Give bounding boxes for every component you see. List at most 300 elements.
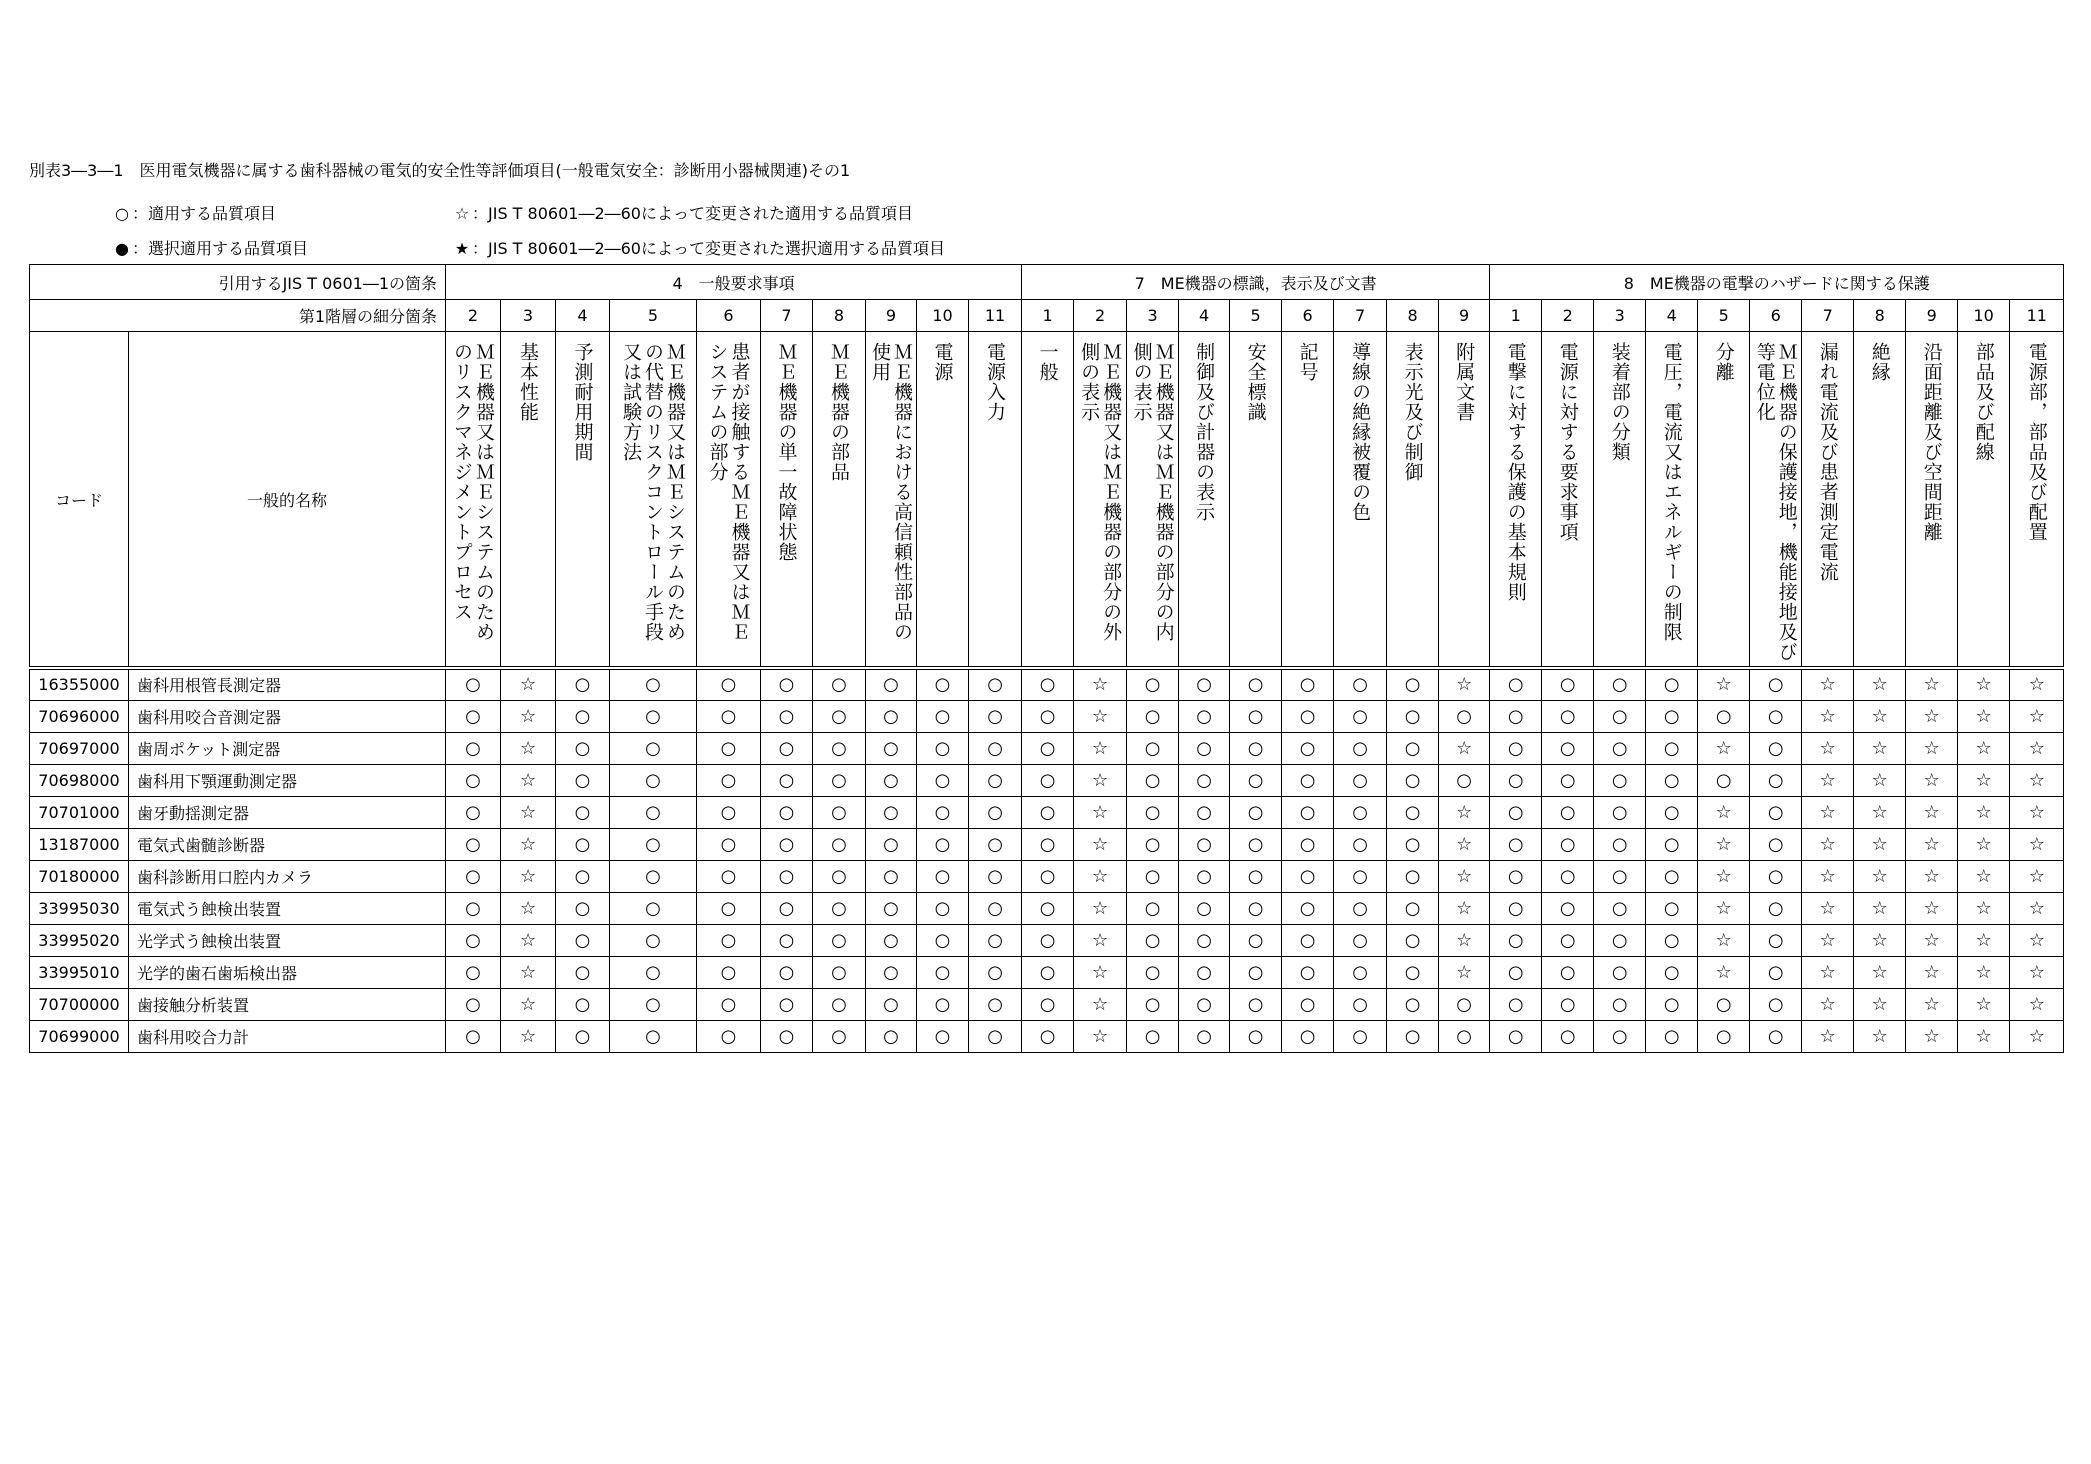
circle-icon: ○ — [610, 988, 697, 1020]
circle-icon: ○ — [1750, 796, 1802, 828]
circle-icon: ○ — [1387, 988, 1439, 1020]
circle-icon: ○ — [446, 860, 501, 892]
table-row — [30, 892, 2064, 924]
subclause-number: 2 — [1542, 300, 1594, 332]
subclause-title-cell — [1542, 332, 1594, 669]
star-outline-icon: ☆ — [1906, 732, 1958, 764]
circle-icon: ○ — [1282, 764, 1334, 796]
circle-icon: ○ — [556, 956, 610, 988]
legend-modified-applicable — [452, 201, 913, 224]
subclause-title-cell — [969, 332, 1022, 669]
circle-icon: ○ — [1179, 988, 1230, 1020]
circle-icon: ○ — [969, 668, 1022, 700]
circle-icon: ○ — [1282, 828, 1334, 860]
subclause-title-cell — [866, 332, 917, 669]
circle-icon: ○ — [1698, 700, 1750, 732]
circle-icon: ○ — [1750, 988, 1802, 1020]
subclause-number: 9 — [1906, 300, 1958, 332]
circle-icon: ○ — [813, 988, 866, 1020]
star-outline-icon: ☆ — [1906, 700, 1958, 732]
star-outline-icon: ☆ — [501, 956, 556, 988]
subclause-title: 患者が接触するＭＥ機器又はＭＥ システムの部分 — [706, 342, 751, 642]
device-name: 歯科用咬合力計 — [129, 1020, 446, 1052]
circle-icon: ○ — [1179, 956, 1230, 988]
circle-icon: ○ — [761, 892, 813, 924]
circle-icon: ○ — [1646, 956, 1698, 988]
circle-icon: ○ — [917, 988, 969, 1020]
star-outline-icon: ☆ — [1906, 828, 1958, 860]
circle-icon: ○ — [866, 892, 917, 924]
star-outline-icon: ☆ — [2010, 988, 2064, 1020]
device-code: 70180000 — [30, 860, 129, 892]
subclause-title-cell — [2010, 332, 2064, 669]
star-outline-icon: ☆ — [1074, 700, 1127, 732]
subclause-title: ＭＥ機器又はＭＥシステムのため の代替のリスクコントロール手段 又は試験方法 — [620, 342, 687, 642]
star-outline-icon: ☆ — [1906, 988, 1958, 1020]
circle-icon: ○ — [813, 700, 866, 732]
circle-icon: ○ — [610, 956, 697, 988]
circle-icon: ○ — [1022, 956, 1074, 988]
circle-icon: ○ — [761, 732, 813, 764]
star-outline-icon: ☆ — [1802, 828, 1854, 860]
subclause-number: 5 — [1698, 300, 1750, 332]
circle-icon: ○ — [813, 1020, 866, 1052]
circle-icon: ○ — [1490, 732, 1542, 764]
circle-icon: ○ — [1387, 924, 1439, 956]
subclause-title: 電圧，電流又はエネルギーの制限 — [1660, 342, 1683, 642]
circle-icon: ○ — [813, 924, 866, 956]
circle-icon: ○ — [1230, 764, 1282, 796]
circle-icon: ○ — [697, 988, 761, 1020]
circle-icon: ○ — [1439, 1020, 1490, 1052]
subclause-title-cell — [1854, 332, 1906, 669]
table-row — [30, 924, 2064, 956]
circle-icon: ○ — [446, 764, 501, 796]
circle-icon: ○ — [1179, 1020, 1230, 1052]
table-row — [30, 988, 2064, 1020]
circle-icon: ○ — [697, 764, 761, 796]
circle-icon: ○ — [1127, 700, 1179, 732]
circle-icon: ○ — [1127, 668, 1179, 700]
star-outline-icon: ☆ — [1854, 796, 1906, 828]
circle-icon: ○ — [1334, 828, 1387, 860]
circle-icon: ○ — [917, 956, 969, 988]
circle-icon: ○ — [1334, 764, 1387, 796]
star-outline-icon: ☆ — [1074, 860, 1127, 892]
star-outline-icon: ☆ — [1958, 828, 2010, 860]
circle-icon: ○ — [1334, 892, 1387, 924]
star-outline-icon: ☆ — [1439, 860, 1490, 892]
star-outline-icon: ☆ — [1698, 956, 1750, 988]
device-name: 光学的歯石歯垢検出器 — [129, 956, 446, 988]
star-outline-icon: ☆ — [2010, 828, 2064, 860]
circle-icon: ○ — [1646, 988, 1698, 1020]
star-outline-icon: ☆ — [1698, 732, 1750, 764]
device-code: 70701000 — [30, 796, 129, 828]
subclause-title: 電撃に対する保護の基本規則 — [1504, 342, 1527, 602]
circle-icon: ○ — [1594, 860, 1646, 892]
device-name: 歯科用下顎運動測定器 — [129, 764, 446, 796]
circle-icon: ○ — [1230, 1020, 1282, 1052]
circle-icon: ○ — [1646, 892, 1698, 924]
circle-icon: ○ — [1750, 924, 1802, 956]
subclause-title-cell — [1334, 332, 1387, 669]
star-outline-icon: ☆ — [2010, 764, 2064, 796]
subclause-number: 3 — [1594, 300, 1646, 332]
circle-icon: ○ — [556, 732, 610, 764]
circle-icon: ○ — [697, 892, 761, 924]
star-outline-icon: ☆ — [1439, 892, 1490, 924]
subclause-title-cell — [1698, 332, 1750, 669]
circle-icon: ○ — [1334, 1020, 1387, 1052]
circle-icon: ○ — [866, 796, 917, 828]
subclause-number-row — [30, 300, 2064, 332]
subclause-title: 漏れ電流及び患者測定電流 — [1816, 342, 1839, 582]
circle-icon: ○ — [1750, 700, 1802, 732]
table-row — [30, 796, 2064, 828]
circle-icon: ○ — [1179, 700, 1230, 732]
star-outline-icon: ☆ — [1958, 892, 2010, 924]
circle-icon: ○ — [1230, 732, 1282, 764]
circle-icon: ○ — [1594, 796, 1646, 828]
star-outline-icon: ☆ — [1698, 924, 1750, 956]
subclause-title-cell — [1750, 332, 1802, 669]
star-outline-icon: ☆ — [1906, 668, 1958, 700]
subclause-title: 一般 — [1036, 342, 1059, 382]
subclause-number: 9 — [1439, 300, 1490, 332]
circle-icon: ○ — [1594, 828, 1646, 860]
circle-icon: ○ — [446, 828, 501, 860]
circle-icon: ○ — [1490, 892, 1542, 924]
circle-icon: ○ — [866, 924, 917, 956]
subclause-title-cell — [1282, 332, 1334, 669]
star-outline-icon: ☆ — [1958, 988, 2010, 1020]
circle-icon: ○ — [1542, 668, 1594, 700]
circle-icon: ○ — [1282, 668, 1334, 700]
star-outline-icon: ☆ — [1958, 796, 2010, 828]
subclause-title-cell — [1022, 332, 1074, 669]
circle-icon: ○ — [1282, 796, 1334, 828]
star-outline-icon: ☆ — [501, 796, 556, 828]
star-outline-icon: ☆ — [1906, 924, 1958, 956]
star-outline-icon: ☆ — [501, 860, 556, 892]
circle-icon: ○ — [1646, 732, 1698, 764]
subclause-title-cell — [1387, 332, 1439, 669]
circle-icon: ○ — [1179, 764, 1230, 796]
circle-icon: ○ — [556, 924, 610, 956]
star-outline-icon: ☆ — [1854, 764, 1906, 796]
circle-icon: ○ — [1646, 860, 1698, 892]
circle-icon: ○ — [1490, 988, 1542, 1020]
star-outline-icon: ☆ — [2010, 892, 2064, 924]
document-title: 別表3―3―1 医用電気機器に属する歯科器械の電気的安全性等評価項目(一般電気安全：診断用小器械関連)その1 — [29, 161, 851, 180]
circle-icon: ○ — [556, 860, 610, 892]
star-outline-icon: ☆ — [1958, 732, 2010, 764]
device-code: 33995020 — [30, 924, 129, 956]
subclause-title: ＭＥ機器における高信頼性部品の 使用 — [869, 342, 914, 642]
table-row — [30, 1020, 2064, 1052]
subclause-title: 基本性能 — [517, 342, 540, 422]
legend-text: ：適用する品質項目 — [132, 204, 277, 223]
subclause-title: 記号 — [1296, 342, 1319, 382]
circle-icon: ○ — [1127, 956, 1179, 988]
star-outline-icon: ☆ — [2010, 956, 2064, 988]
circle-icon: ○ — [115, 204, 129, 223]
circle-icon: ○ — [556, 892, 610, 924]
subclause-title-cell — [1958, 332, 2010, 669]
circle-icon: ○ — [917, 892, 969, 924]
subclause-number: 4 — [1179, 300, 1230, 332]
circle-icon: ○ — [917, 668, 969, 700]
subclause-title-cell — [1802, 332, 1854, 669]
subclause-number: 3 — [1127, 300, 1179, 332]
star-outline-icon: ☆ — [1906, 860, 1958, 892]
circle-icon: ○ — [697, 796, 761, 828]
circle-icon: ○ — [969, 924, 1022, 956]
circle-icon: ○ — [1542, 892, 1594, 924]
circle-icon: ○ — [1022, 732, 1074, 764]
circle-icon: ○ — [917, 924, 969, 956]
circle-icon: ○ — [1490, 828, 1542, 860]
circle-icon: ○ — [610, 732, 697, 764]
circle-icon: ○ — [813, 668, 866, 700]
circle-icon: ○ — [1127, 1020, 1179, 1052]
section-header-row — [30, 265, 2064, 300]
star-outline-icon: ☆ — [1854, 956, 1906, 988]
circle-icon: ○ — [1542, 700, 1594, 732]
star-outline-icon: ☆ — [501, 892, 556, 924]
device-name: 歯牙動揺測定器 — [129, 796, 446, 828]
circle-icon: ○ — [1698, 988, 1750, 1020]
circle-icon: ○ — [1022, 700, 1074, 732]
circle-icon: ○ — [556, 828, 610, 860]
circle-icon: ○ — [917, 764, 969, 796]
star-outline-icon: ☆ — [1906, 956, 1958, 988]
circle-icon: ○ — [1750, 892, 1802, 924]
device-name: 歯周ポケット測定器 — [129, 732, 446, 764]
table-row — [30, 700, 2064, 732]
subclause-title: 制御及び計器の表示 — [1193, 342, 1216, 522]
star-outline-icon: ☆ — [1439, 924, 1490, 956]
subclause-title-cell — [1906, 332, 1958, 669]
circle-icon: ○ — [1542, 764, 1594, 796]
circle-icon: ○ — [1282, 924, 1334, 956]
subclause-number: 5 — [610, 300, 697, 332]
subclause-title: 附属文書 — [1453, 342, 1476, 422]
circle-icon: ○ — [697, 860, 761, 892]
device-code: 13187000 — [30, 828, 129, 860]
circle-icon: ○ — [917, 1020, 969, 1052]
star-outline-icon: ☆ — [1906, 892, 1958, 924]
subclause-title-cell — [761, 332, 813, 669]
subclause-number: 1 — [1490, 300, 1542, 332]
circle-icon: ○ — [813, 828, 866, 860]
star-outline-icon: ☆ — [1906, 764, 1958, 796]
star-outline-icon: ☆ — [1958, 1020, 2010, 1052]
star-outline-icon: ☆ — [1854, 924, 1906, 956]
device-code: 70700000 — [30, 988, 129, 1020]
circle-icon: ○ — [761, 668, 813, 700]
star-outline-icon: ☆ — [1854, 828, 1906, 860]
star-outline-icon: ☆ — [1958, 956, 2010, 988]
device-name: 歯接触分析装置 — [129, 988, 446, 1020]
circle-icon: ○ — [1127, 988, 1179, 1020]
circle-icon: ○ — [1022, 764, 1074, 796]
subclause-title: 装着部の分類 — [1608, 342, 1631, 462]
star-outline-icon: ☆ — [1854, 892, 1906, 924]
subclause-title: 絶縁 — [1868, 342, 1891, 382]
circle-icon: ○ — [1439, 764, 1490, 796]
circle-icon: ○ — [866, 1020, 917, 1052]
subclause-title: 電源部，部品及び配置 — [2025, 342, 2048, 542]
circle-icon: ○ — [697, 828, 761, 860]
device-code: 33995010 — [30, 956, 129, 988]
circle-icon: ○ — [610, 860, 697, 892]
circle-icon: ○ — [1594, 988, 1646, 1020]
circle-icon: ○ — [1542, 988, 1594, 1020]
circle-icon: ○ — [866, 956, 917, 988]
table-row — [30, 732, 2064, 764]
star-outline-icon: ☆ — [1074, 796, 1127, 828]
subclause-title-cell — [1127, 332, 1179, 669]
star-outline-icon: ☆ — [1074, 668, 1127, 700]
circle-icon: ○ — [610, 764, 697, 796]
star-outline-icon: ☆ — [1802, 764, 1854, 796]
circle-icon: ○ — [1179, 732, 1230, 764]
subclause-number: 8 — [1854, 300, 1906, 332]
star-outline-icon: ☆ — [454, 204, 470, 223]
star-outline-icon: ☆ — [501, 668, 556, 700]
star-outline-icon: ☆ — [1698, 796, 1750, 828]
device-name: 歯科診断用口腔内カメラ — [129, 860, 446, 892]
circle-icon: ○ — [1022, 668, 1074, 700]
star-outline-icon: ☆ — [1802, 956, 1854, 988]
circle-icon: ○ — [610, 1020, 697, 1052]
circle-icon: ○ — [1542, 860, 1594, 892]
circle-icon: ○ — [1750, 860, 1802, 892]
subclause-title: ＭＥ機器の部品 — [828, 342, 851, 482]
star-outline-icon: ☆ — [1439, 732, 1490, 764]
circle-icon: ○ — [969, 988, 1022, 1020]
subclause-title-cell — [1179, 332, 1230, 669]
circle-icon: ○ — [1230, 892, 1282, 924]
circle-icon: ○ — [1387, 1020, 1439, 1052]
circle-icon: ○ — [1179, 828, 1230, 860]
circle-icon: ○ — [1334, 796, 1387, 828]
circle-icon: ○ — [1594, 700, 1646, 732]
circle-icon: ○ — [1282, 956, 1334, 988]
circle-icon: ○ — [1594, 764, 1646, 796]
circle-icon: ○ — [446, 668, 501, 700]
subclause-title: ＭＥ機器又はＭＥシステムのため のリスクマネジメントプロセス — [451, 342, 496, 642]
star-outline-icon: ☆ — [1802, 924, 1854, 956]
circle-icon: ○ — [1282, 892, 1334, 924]
subclause-number: 3 — [501, 300, 556, 332]
subclause-number: 8 — [1387, 300, 1439, 332]
circle-icon: ○ — [1282, 1020, 1334, 1052]
star-outline-icon: ☆ — [1854, 668, 1906, 700]
subclause-title-cell — [1439, 332, 1490, 669]
circle-icon: ○ — [1387, 860, 1439, 892]
circle-icon: ○ — [1282, 700, 1334, 732]
circle-icon: ○ — [1334, 924, 1387, 956]
circle-icon: ○ — [1127, 732, 1179, 764]
star-outline-icon: ☆ — [1802, 860, 1854, 892]
star-outline-icon: ☆ — [1074, 764, 1127, 796]
circle-icon: ○ — [866, 988, 917, 1020]
name-header: 一般的名称 — [129, 332, 446, 669]
circle-icon: ○ — [1387, 764, 1439, 796]
subclause-title: 電源に対する要求事項 — [1556, 342, 1579, 542]
star-outline-icon: ☆ — [1958, 860, 2010, 892]
circle-icon: ○ — [1127, 924, 1179, 956]
evaluation-table — [29, 264, 2064, 1053]
circle-icon: ○ — [1230, 796, 1282, 828]
circle-icon: ○ — [1646, 700, 1698, 732]
circle-icon: ○ — [1490, 1020, 1542, 1052]
circle-icon: ○ — [1127, 860, 1179, 892]
legend-text: ：選択適用する品質項目 — [132, 239, 309, 258]
circle-icon: ○ — [1542, 1020, 1594, 1052]
subclause-title: ＭＥ機器又はＭＥ機器の部分の外 側の表示 — [1078, 342, 1123, 642]
star-outline-icon: ☆ — [1958, 924, 2010, 956]
star-outline-icon: ☆ — [2010, 924, 2064, 956]
circle-icon: ○ — [1334, 988, 1387, 1020]
circle-icon: ○ — [1179, 924, 1230, 956]
star-outline-icon: ☆ — [1854, 732, 1906, 764]
circle-icon: ○ — [1490, 700, 1542, 732]
circle-icon: ○ — [556, 796, 610, 828]
subclause-title-row — [30, 332, 2064, 669]
star-outline-icon: ☆ — [2010, 668, 2064, 700]
circle-icon: ○ — [1750, 732, 1802, 764]
star-outline-icon: ☆ — [1854, 1020, 1906, 1052]
circle-icon: ○ — [1230, 828, 1282, 860]
section-title: 8 ME機器の電撃のハザードに関する保護 — [1490, 265, 2064, 300]
circle-icon: ○ — [1542, 732, 1594, 764]
star-outline-icon: ☆ — [1439, 796, 1490, 828]
code-header: コード — [30, 332, 129, 669]
subclause-title-cell — [697, 332, 761, 669]
legend-optional — [112, 236, 308, 259]
device-name: 電気式う蝕検出装置 — [129, 892, 446, 924]
star-outline-icon: ☆ — [501, 732, 556, 764]
table-row — [30, 764, 2064, 796]
star-outline-icon: ☆ — [1802, 988, 1854, 1020]
circle-icon: ○ — [610, 924, 697, 956]
circle-icon: ○ — [1334, 956, 1387, 988]
circle-icon: ○ — [969, 700, 1022, 732]
circle-icon: ○ — [1490, 668, 1542, 700]
table-row — [30, 956, 2064, 988]
circle-icon: ○ — [761, 956, 813, 988]
table-row — [30, 668, 2064, 700]
circle-icon: ○ — [1750, 828, 1802, 860]
circle-icon: ○ — [556, 668, 610, 700]
subclause-title-cell — [1646, 332, 1698, 669]
circle-icon: ○ — [1646, 796, 1698, 828]
circle-icon: ○ — [446, 1020, 501, 1052]
device-name: 光学式う蝕検出装置 — [129, 924, 446, 956]
circle-icon: ○ — [866, 860, 917, 892]
circle-icon: ○ — [1387, 732, 1439, 764]
subclause-title-cell — [1230, 332, 1282, 669]
circle-icon: ○ — [1646, 764, 1698, 796]
star-outline-icon: ☆ — [1074, 732, 1127, 764]
circle-icon: ○ — [1750, 1020, 1802, 1052]
circle-icon: ○ — [1230, 924, 1282, 956]
subclause-number: 8 — [813, 300, 866, 332]
